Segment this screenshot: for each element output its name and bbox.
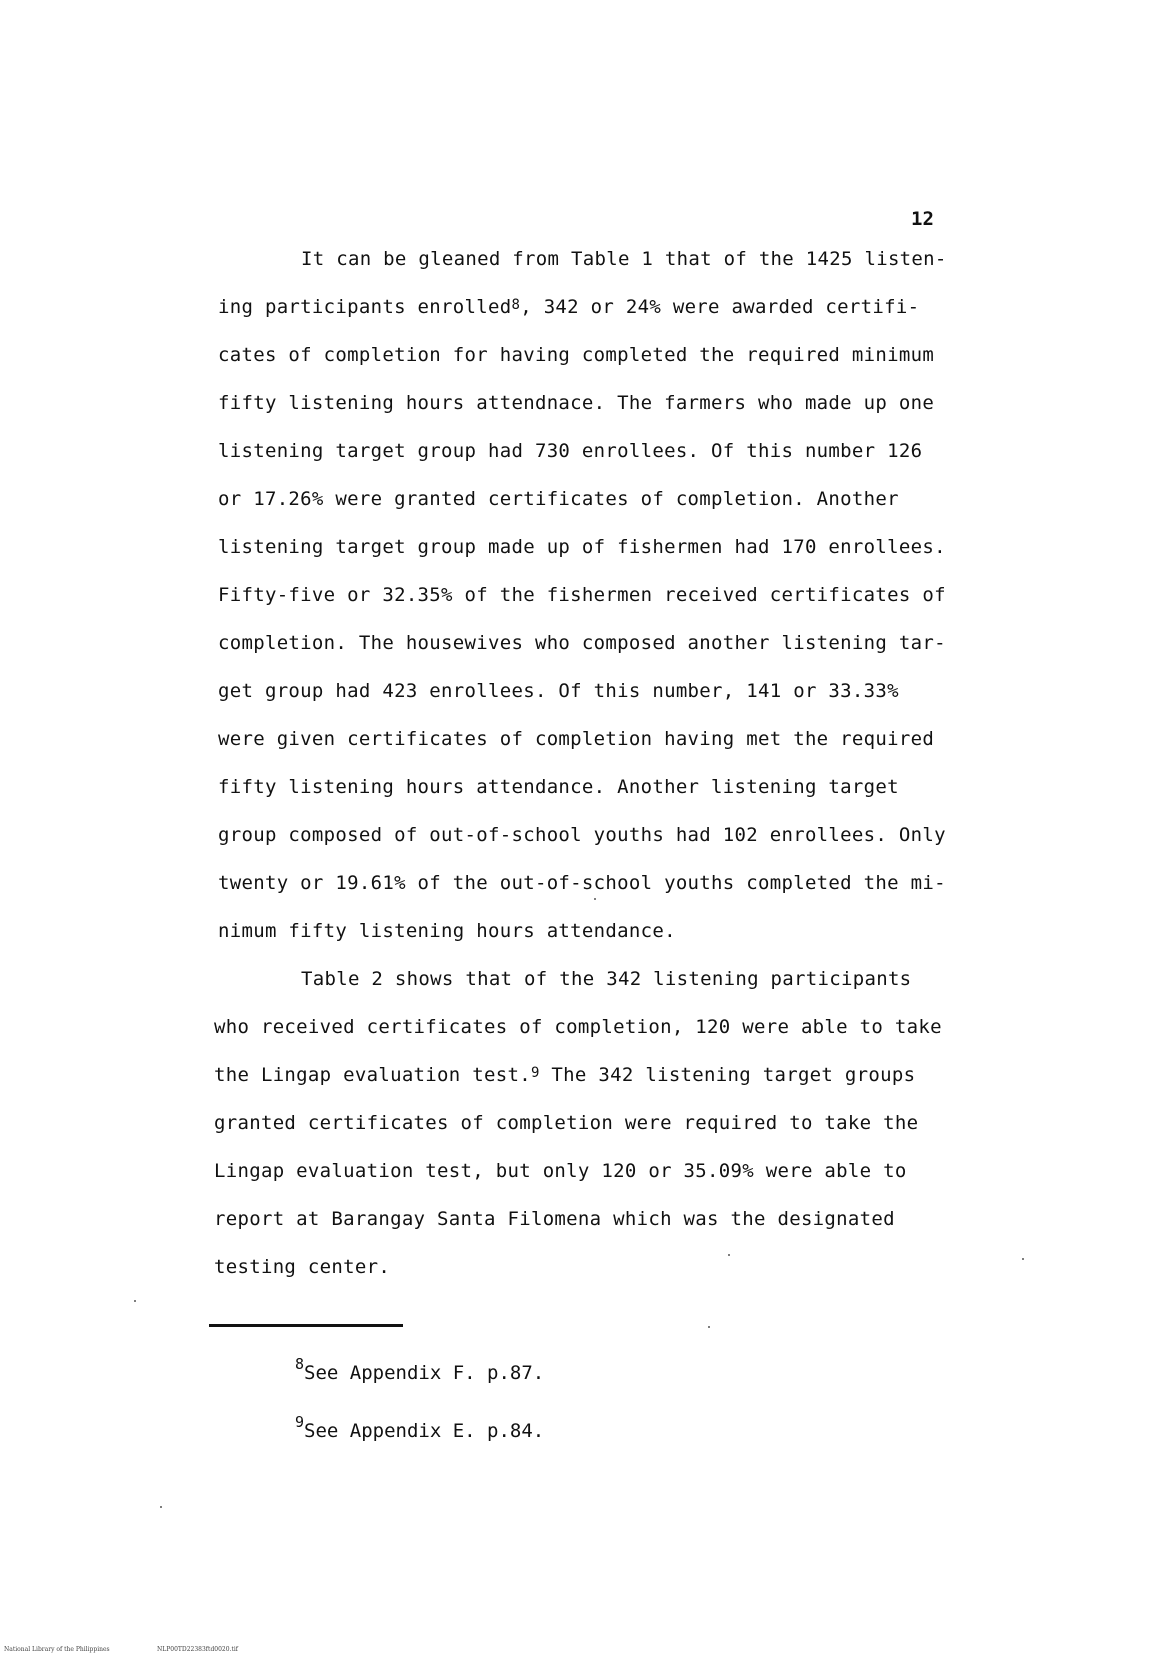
- archive-label: National Library of the Philippines: [4, 1646, 110, 1653]
- footnote-9: [295, 1413, 545, 1442]
- footnote-8: [295, 1355, 545, 1384]
- scan-speck: [708, 1326, 710, 1328]
- footnote-ref-9: 9: [530, 1065, 540, 1081]
- paragraph-2-line-7: testing center.: [214, 1256, 391, 1278]
- scan-speck: [594, 898, 596, 900]
- archive-filename: NLP00TD22383ftd0020.tif: [157, 1646, 239, 1653]
- paragraph-1-line-12: fifty listening hours attendance. Another listening target: [218, 776, 899, 798]
- paragraph-1-line-10: get group had 423 enrollees. Of this number, 141 or 33.33%: [218, 680, 899, 702]
- paragraph-1-line-13: group composed of out-of-school youths had 102 enrollees. Only: [218, 824, 946, 846]
- paragraph-2-line-1: Table 2 shows that of the 342 listening participants: [301, 968, 912, 990]
- paragraph-1-line-9: completion. The housewives who composed another listening tar-: [218, 632, 946, 654]
- footnote-9-mark: 9: [295, 1413, 305, 1431]
- footnote-ref-8: 8: [511, 297, 521, 313]
- paragraph-2-line-5: Lingap evaluation test, but only 120 or 35.09% were able to: [214, 1160, 907, 1182]
- footnote-9-text: See Appendix E. p.84.: [304, 1420, 545, 1442]
- paragraph-2-line-3-rest: The 342 listening target groups: [539, 1064, 916, 1086]
- paragraph-1-line-11: were given certificates of completion having met the required: [218, 728, 935, 750]
- paragraph-2-line-3: [214, 1064, 915, 1086]
- paragraph-1-line-7: listening target group made up of fishermen had 170 enrollees.: [218, 536, 946, 558]
- scan-speck: [728, 1254, 730, 1256]
- footnote-divider: [209, 1324, 403, 1327]
- paragraph-1-line-14: twenty or 19.61% of the out-of-school youths completed the mi-: [218, 872, 946, 894]
- paragraph-1-line-8: Fifty-five or 32.35% of the fishermen received certificates of: [218, 584, 946, 606]
- paragraph-1-line-2-rest: , 342 or 24% were awarded certifi-: [520, 296, 920, 318]
- paragraph-2-line-6: report at Barangay Santa Filomena which was the designated: [214, 1208, 895, 1230]
- paragraph-1-line-15: nimum fifty listening hours attendance.: [218, 920, 676, 942]
- scan-speck: [160, 1506, 162, 1508]
- paragraph-2-line-3-text: the Lingap evaluation test.: [214, 1064, 531, 1086]
- paragraph-2-line-4: granted certificates of completion were required to take the: [214, 1112, 919, 1134]
- footnote-8-mark: 8: [295, 1355, 305, 1373]
- footnote-8-text: See Appendix F. p.87.: [304, 1362, 545, 1384]
- paragraph-1-line-2-text: ing participants enrolled: [218, 296, 512, 318]
- paragraph-1-line-4: fifty listening hours attendnace. The farmers who made up one: [218, 392, 935, 414]
- paragraph-1-line-3: cates of completion for having completed the required minimum: [218, 344, 935, 366]
- paragraph-2-line-2: who received certificates of completion, 120 were able to take: [214, 1016, 942, 1038]
- paragraph-1-line-5: listening target group had 730 enrollees. Of this number 126: [218, 440, 923, 462]
- page-number: 12: [911, 208, 934, 230]
- paragraph-1-line-6: or 17.26% were granted certificates of completion. Another: [218, 488, 899, 510]
- paragraph-1-line-1: It can be gleaned from Table 1 that of the 1425 listen-: [301, 248, 947, 270]
- scan-speck: [1022, 1258, 1024, 1260]
- scan-speck: [134, 1300, 136, 1302]
- paragraph-1-line-2: [218, 296, 919, 318]
